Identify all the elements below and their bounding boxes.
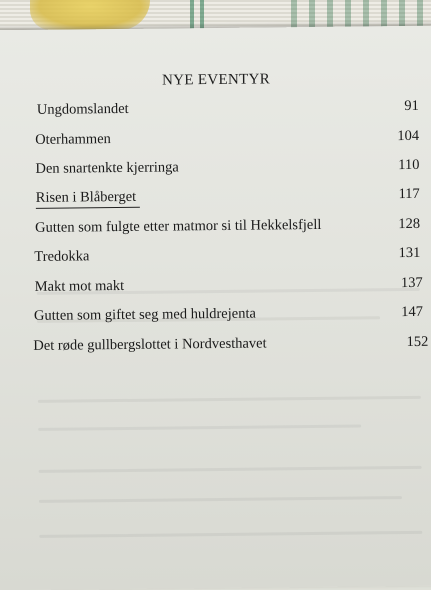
toc-title-4: Risen i Blåberget xyxy=(35,188,137,206)
toc-heading: NYE EVENTYR xyxy=(162,71,271,89)
toc-page-3: 110 xyxy=(398,156,420,174)
toc-page-7: 137 xyxy=(400,274,423,292)
toc-page-4: 117 xyxy=(398,185,420,203)
tablecloth-yellow-pattern xyxy=(30,0,150,30)
toc-title-4-underline xyxy=(36,207,140,209)
show-through-text xyxy=(39,466,422,473)
toc-title-7: Makt mot makt xyxy=(34,277,125,295)
show-through-text xyxy=(38,396,421,403)
toc-page-1: 91 xyxy=(404,97,419,115)
show-through-text xyxy=(39,496,402,503)
toc-page-9: 152 xyxy=(406,333,429,351)
toc-page-5: 128 xyxy=(398,215,421,233)
toc-page-8: 147 xyxy=(401,303,424,321)
book-page xyxy=(0,26,431,590)
toc-title-3: Den snartenkte kjerringa xyxy=(35,159,179,177)
show-through-text xyxy=(38,424,361,430)
toc-page-2: 104 xyxy=(397,127,420,145)
toc-title-2: Oterhammen xyxy=(35,131,111,148)
toc-title-6: Tredokka xyxy=(34,248,90,265)
toc-title-9: Det røde gullbergslottet i Nordvesthavet xyxy=(33,335,267,354)
toc-title-1: Ungdomslandet xyxy=(36,100,129,118)
show-through-text xyxy=(39,531,422,538)
toc-title-8: Gutten som giftet seg med huldrejenta xyxy=(33,305,256,324)
toc-page-6: 131 xyxy=(398,244,421,262)
toc-title-5: Gutten som fulgte etter matmor si til Hekkelsfjell xyxy=(34,216,322,236)
